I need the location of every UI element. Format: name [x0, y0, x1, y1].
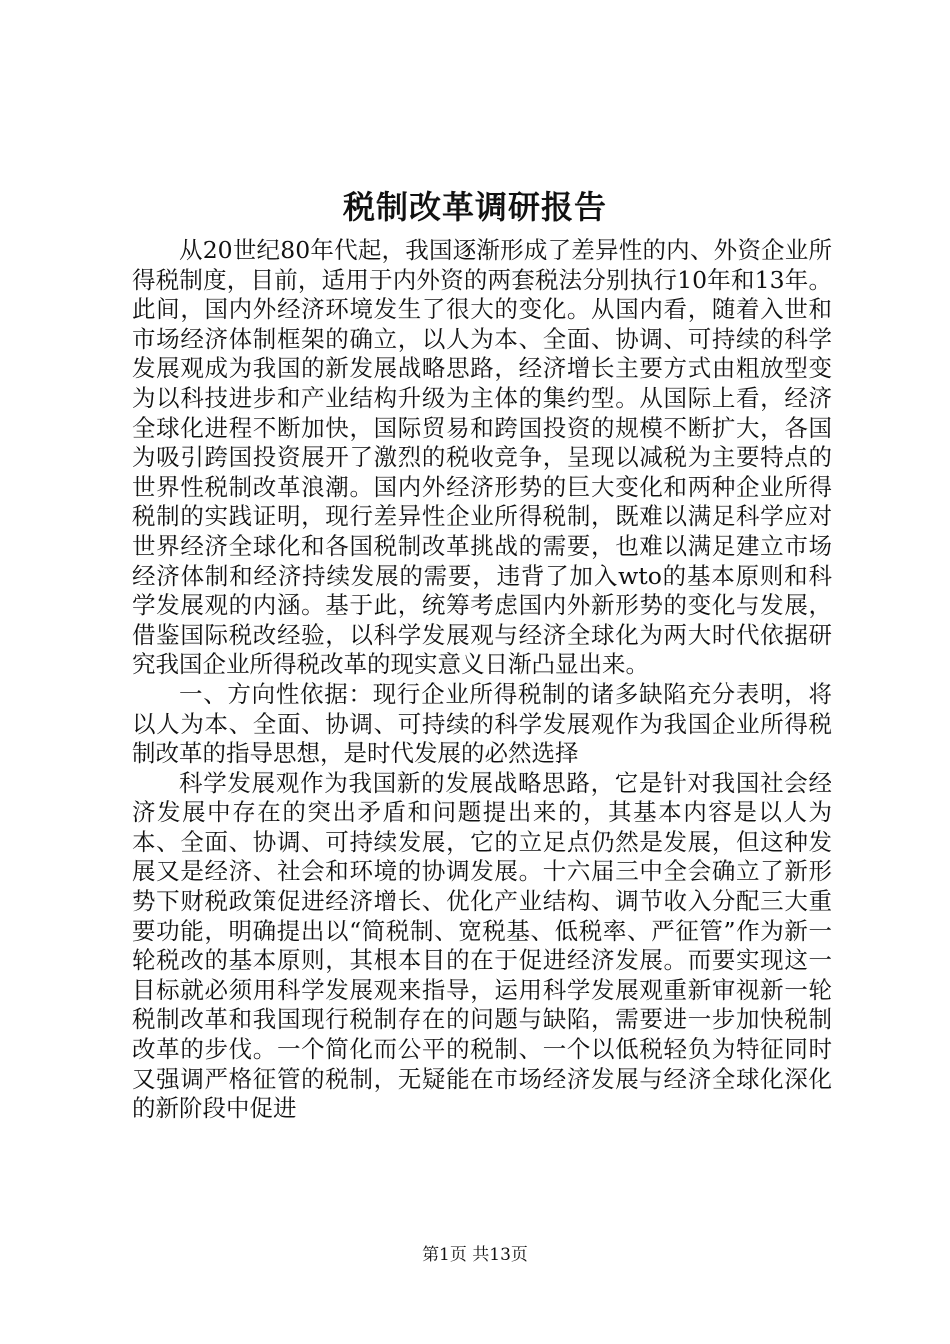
document-body — [132, 236, 832, 1124]
document-title: 税制改革调研报告 — [342, 188, 607, 226]
paragraph-scientific-development: 科学发展观作为我国新的发展战略思路，它是针对我国社会经济发展中存在的突出矛盾和问题提出来的，其基本内容是以人为本、全面、协调、可持续发展，它的立足点仍然是发展，但这种发展又是经济、社会和环境的协调发展。十六届三中全会确立了新形势下财税政策促进经济增长、优化产业结构、调节收入分配三大重要功能，明确提出以“简税制、宽税基、低税率、严征管”作为新一轮税改的基本原则，其根本目的在于促进经济发展。而要实现这一目标就必须用科学发展观来指导，运用科学发展观重新审视新一轮税制改革和我国现行税制存在的问题与缺陷，需要进一步加快税制改革的步伐。一个简化而公平的税制、一个以低税轻负为特征同时又强调严格征管的税制，无疑能在市场经济发展与经济全球化深化的新阶段中促进 — [132, 768, 832, 1123]
paragraph-section-heading: 一、方向性依据：现行企业所得税制的诸多缺陷充分表明，将以人为本、全面、协调、可持续的科学发展观作为我国企业所得税制改革的指导思想，是时代发展的必然选择 — [132, 679, 832, 768]
page-number-footer: 第1页 共13页 — [422, 1245, 528, 1265]
paragraph-intro: 从20世纪80年代起，我国逐渐形成了差异性的内、外资企业所得税制度，目前，适用于内外资的两套税法分别执行10年和13年。此间，国内外经济环境发生了很大的变化。从国内看，随着入世和市场经济体制框架的确立，以人为本、全面、协调、可持续的科学发展观成为我国的新发展战略思路，经济增长主要方式由粗放型变为以科技进步和产业结构升级为主体的集约型。从国际上看，经济全球化进程不断加快，国际贸易和跨国投资的规模不断扩大，各国为吸引跨国投资展开了激烈的税收竞争，呈现以减税为主要特点的世界性税制改革浪潮。国内外经济形势的巨大变化和两种企业所得税制的实践证明，现行差异性企业所得税制，既难以满足科学应对世界经济全球化和各国税制改革挑战的需要，也难以满足建立市场经济体制和经济持续发展的需要，违背了加入wto的基本原则和科学发展观的内涵。基于此，统筹考虑国内外新形势的变化与发展，借鉴国际税改经验，以科学发展观与经济全球化为两大时代依据研究我国企业所得税改革的现实意义日渐凸显出来。 — [132, 236, 832, 679]
